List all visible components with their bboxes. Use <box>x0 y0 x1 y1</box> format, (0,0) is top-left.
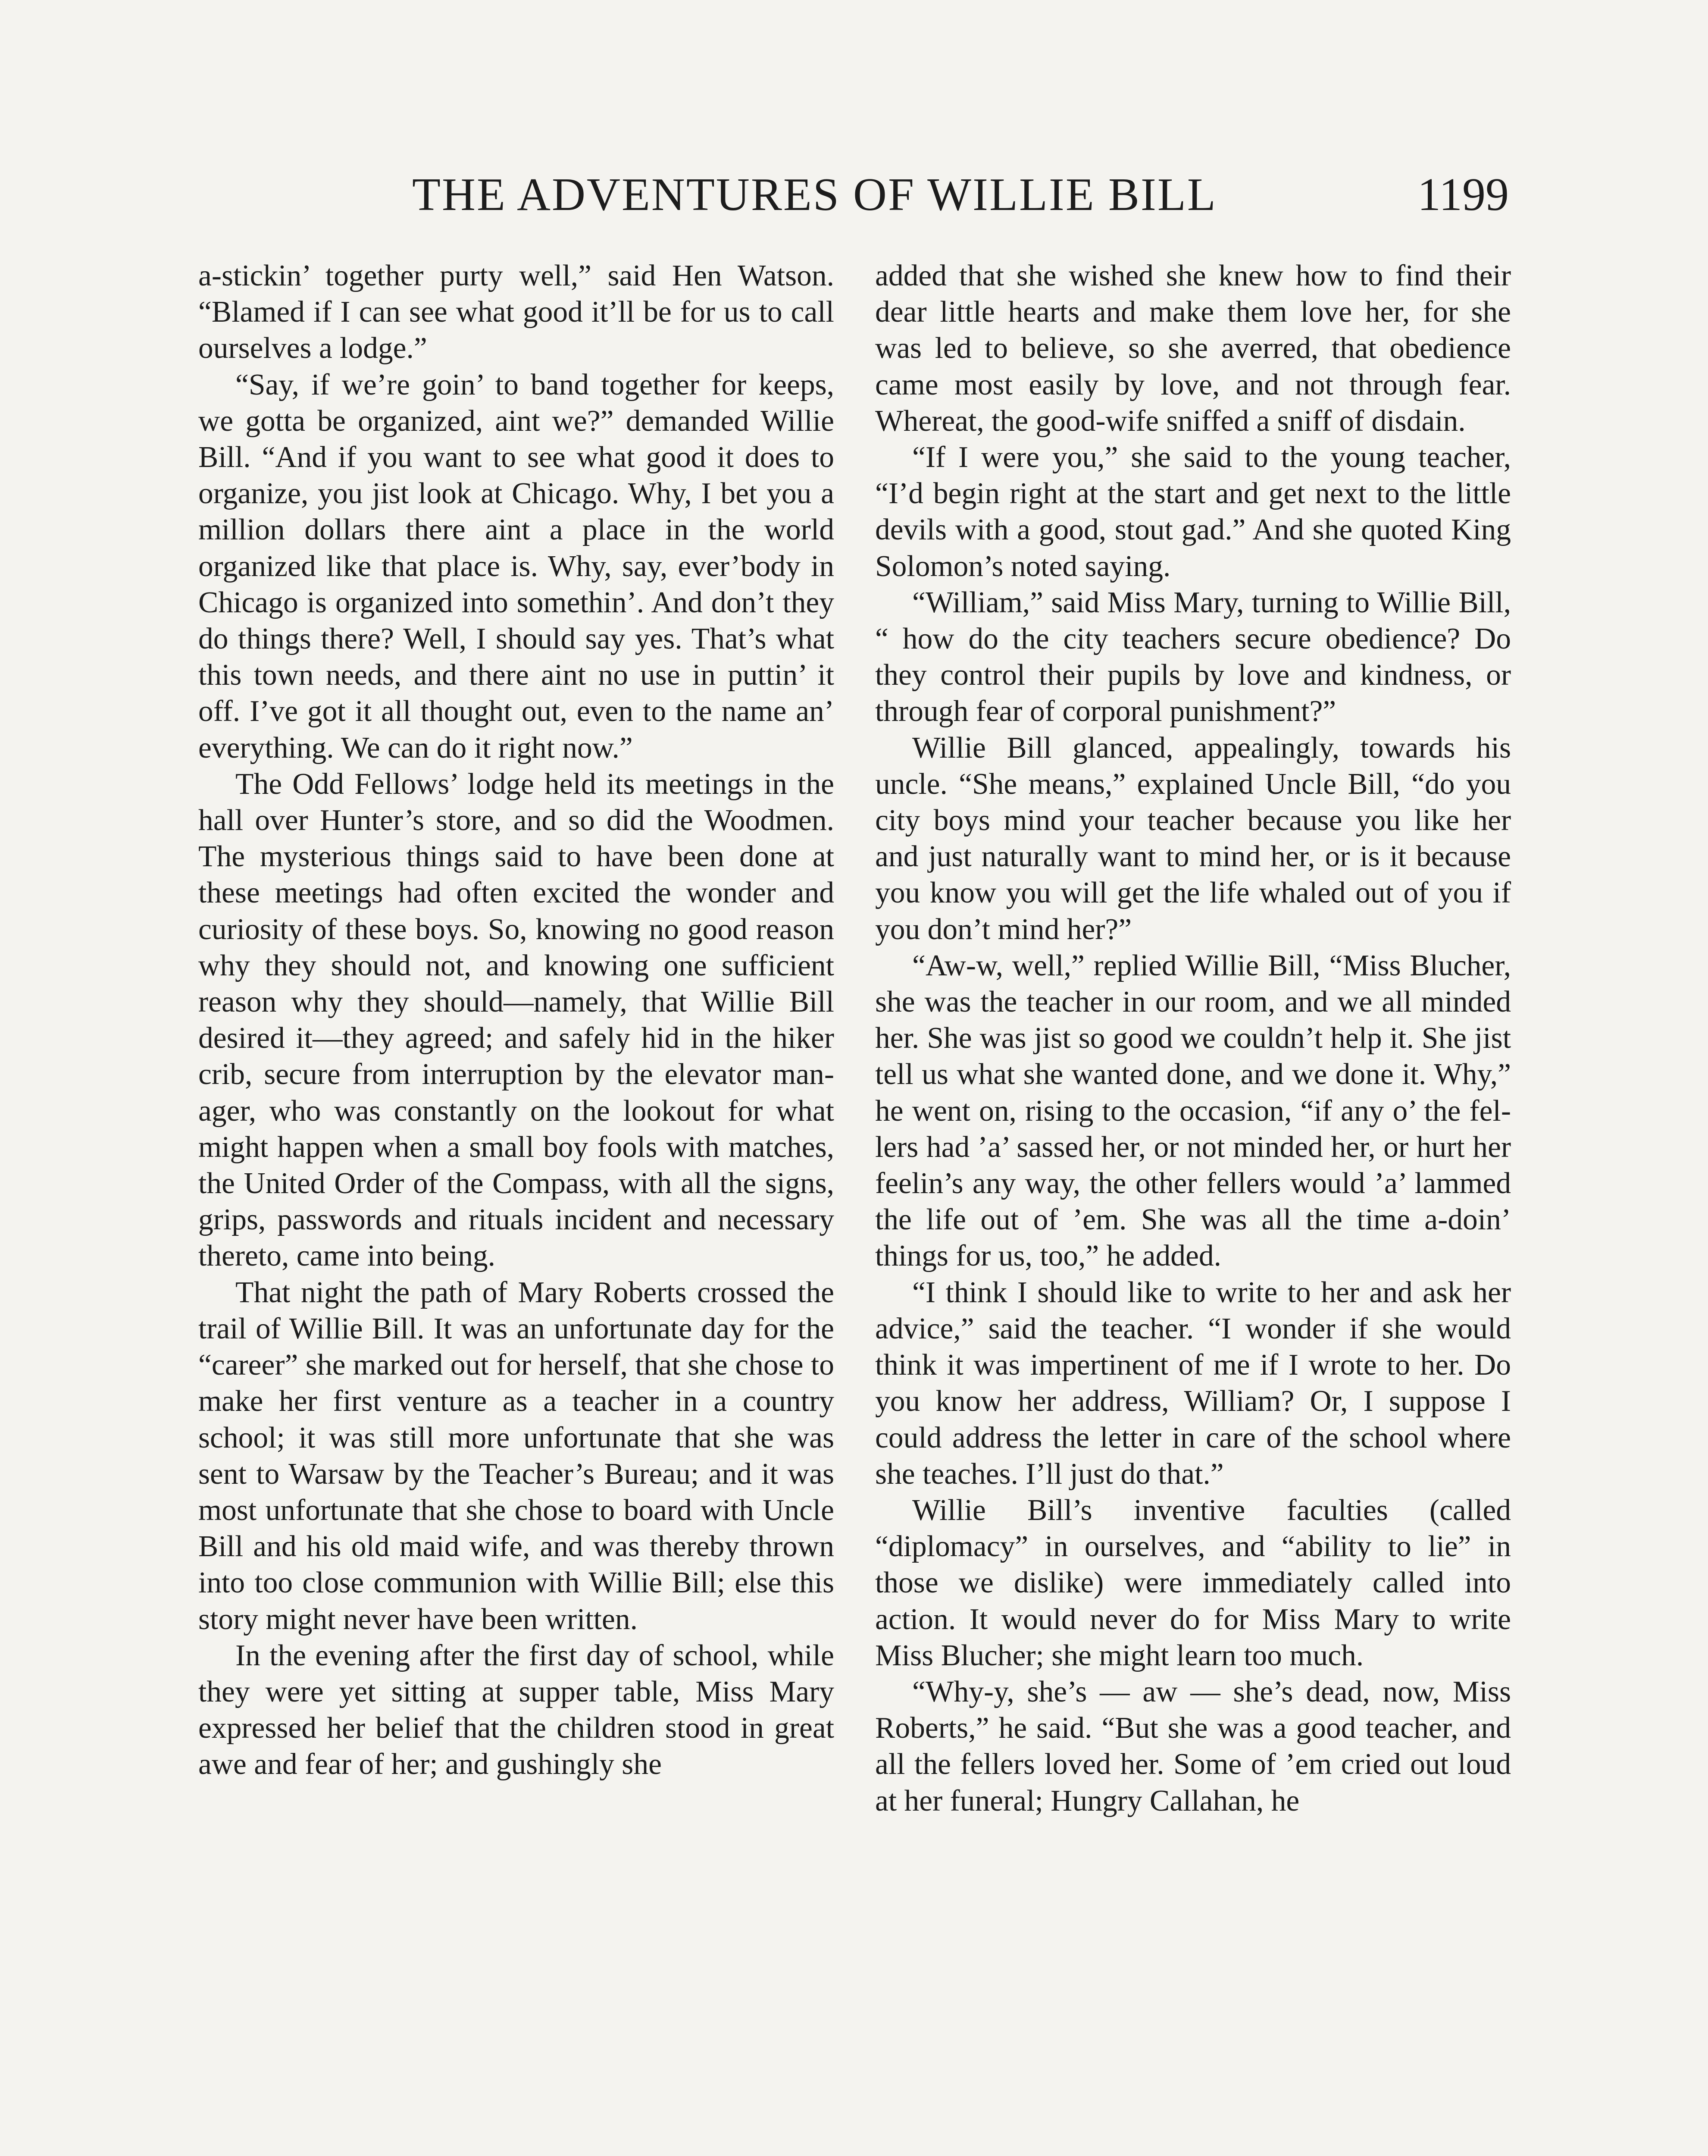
paragraph: “Say, if we’re goin’ to band together for keeps, we gotta be organized, aint we?” demanded Willie Bill. “And if you want to see what good it does to organize, you jist look at Chicago. Why, I bet you a million dollars there aint a place in the world organized like that place is. Why, say, ever’body in Chicago is organized into somethin’. And don’t they do things there? Well, I should say yes. That’s what this town needs, and there aint no use in puttin’ it off. I’ve got it all thought out, even to the name an’ everything. We can do it right now.” <box>198 368 834 765</box>
paragraph: “William,” said Miss Mary, turning to Willie Bill, “ how do the city teachers secure obedience? Do they control their pupils by love and kindness, or through fear of corporal punishment?” <box>875 586 1511 728</box>
page-number: 1199 <box>1417 169 1509 220</box>
page-header <box>198 160 1509 229</box>
paragraph: In the evening after the first day of school, while they were yet sitting at supper table, Miss Mary expressed her belief that the children stood in great awe and fear of her; and gushingly she <box>198 1639 834 1781</box>
left-column <box>198 258 834 1783</box>
paragraph: “Why-y, she’s — aw — she’s dead, now, Miss Roberts,” he said. “But she was a good teacher, and all the fellers loved her. Some of ’em cried out loud at her funeral; Hungry Callahan, he <box>875 1675 1511 1818</box>
running-head-title: THE ADVENTURES OF WILLIE BILL <box>412 169 1217 220</box>
right-column <box>875 258 1511 1819</box>
paragraph: added that she wished she knew how to find their dear little hearts and make them love her, for she was led to believe, so she averred, that obedience came most easily by love, and not through fear. Whereat, the good-wife sniffed a sniff of disdain. <box>875 259 1511 438</box>
paragraph: “Aw-w, well,” replied Willie Bill, “Miss Blucher, she was the teacher in our room, and we all minded her. She was jist so good we couldn’t help it. She jist tell us what she wanted done, and we done it. Why,” he went on, rising to the occasion, “if any o’ the fellers had ’a’ sassed her, or not minded her, or hurt her feelin’s any way, the other fellers would ’a’ lammed the life out of ’em. She was all the time a-doin’ things for us, too,” he added. <box>875 949 1511 1273</box>
paragraph: “I think I should like to write to her and ask her advice,” said the teacher. “I wonder if she would think it was impertinent of me if I wrote to her. Do you know her address, William? Or, I suppose I could address the letter in care of the school where she teaches. I’ll just do that.” <box>875 1275 1511 1491</box>
paragraph: Willie Bill glanced, appealingly, towards his uncle. “She means,” explained Uncle Bill, “do you city boys mind your teacher because you like her and just naturally want to mind her, or is it because you know you will get the life whaled out of you if you don’t mind her?” <box>875 731 1511 946</box>
paragraph: a-stickin’ together purty well,” said Hen Watson. “Blamed if I can see what good it’ll be for us to call ourselves a lodge.” <box>198 259 834 365</box>
paragraph: Willie Bill’s inventive faculties (called “diplomacy” in ourselves, and “ability to lie” in those we dislike) were immediately called into action. It would never do for Miss Mary to write Miss Blucher; she might learn too much. <box>875 1493 1511 1672</box>
paragraph: “If I were you,” she said to the young teacher, “I’d begin right at the start and get next to the little devils with a good, stout gad.” And she quoted King Solomon’s noted saying. <box>875 441 1511 583</box>
paragraph: The Odd Fellows’ lodge held its meetings in the hall over Hunter’s store, and so did the Woodmen. The mysterious things said to have been done at these meetings had often excited the wonder and curiosity of these boys. So, knowing no good reason why they should not, and knowing one sufficient reason why they should—namely, that Willie Bill desired it—they agreed; and safely hid in the hiker crib, secure from interruption by the elevator manager, who was constantly on the lookout for what might happen when a small boy fools with matches, the United Order of the Compass, with all the signs, grips, passwords and rituals incident and necessary thereto, came into being. <box>198 767 834 1273</box>
paragraph: That night the path of Mary Roberts crossed the trail of Willie Bill. It was an unfortunate day for the “career” she marked out for herself, that she chose to make her first venture as a teacher in a country school; it was still more unfortunate that she was sent to Warsaw by the Teacher’s Bureau; and it was most unfortunate that she chose to board with Uncle Bill and his old maid wife, and was thereby thrown into too close communion with Willie Bill; else this story might never have been written. <box>198 1275 834 1636</box>
